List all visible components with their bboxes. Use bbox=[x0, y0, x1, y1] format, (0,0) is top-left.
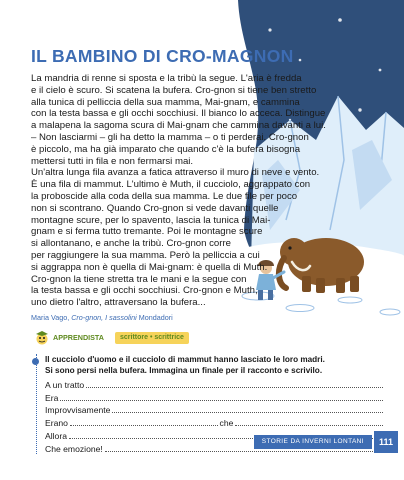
story-line: Cro-gnon la tiene stretta tra le mani e la segue con bbox=[31, 273, 247, 285]
prompt-label: Erano bbox=[45, 418, 68, 429]
bullet-icon bbox=[32, 358, 39, 365]
prompt-line[interactable] bbox=[45, 377, 383, 390]
apprendista-label: APPRENDISTA bbox=[53, 333, 104, 342]
story-line: e il cielo è scuro. Si scatena la bufera. Cro-gnon si tiene ben stretto bbox=[31, 84, 317, 96]
story-text bbox=[31, 73, 326, 309]
instruction-line: Il cucciolo d'uomo e il cucciolo di mammut hanno lasciato le loro madri. bbox=[45, 355, 325, 364]
writing-blank[interactable] bbox=[112, 404, 383, 413]
instruction-line: Si sono persi nella bufera. Immagina un finale per il racconto e scrivilo. bbox=[45, 366, 323, 375]
exercise-instruction bbox=[45, 354, 383, 376]
prompt-label: Allora bbox=[45, 430, 67, 441]
prompt-line[interactable] bbox=[45, 390, 383, 403]
story-line: si aggrappa non è quella di Mai-gnam: è quella di Muth. bbox=[31, 261, 268, 273]
story-line: La mandria di renne si sposta e la tribù la segue. L'aria è fredda bbox=[31, 73, 302, 84]
source-credit bbox=[31, 313, 173, 322]
story-line: la proboscide alla coda della sua mamma. Le due file per poco bbox=[31, 190, 298, 202]
prompt-label: Che emozione! bbox=[45, 443, 103, 454]
prompt-line[interactable] bbox=[45, 403, 383, 416]
story-line: uno dietro l'altro, attraversano la bufera... bbox=[31, 297, 206, 309]
writing-blank[interactable] bbox=[60, 392, 383, 401]
story-line: montagne scure, per lo spavento, lascia la tunica di Mai- bbox=[31, 214, 271, 226]
story-line: non si scontrano. Quando Cro-gnon si vede davanti quelle bbox=[31, 202, 279, 214]
prompt-label: Improvvisamente bbox=[45, 405, 111, 416]
story-line: È una fila di mammut. L'ultimo è Muth, il cucciolo, aggrappato con bbox=[31, 179, 311, 191]
writing-blank[interactable] bbox=[70, 417, 218, 426]
story-line: con la testa bassa e gli occhi socchiusi. Il bianco lo acceca. Distingue bbox=[31, 108, 326, 120]
mascot-icon bbox=[33, 331, 51, 345]
section-title: STORIE DA INVERNI LONTANI bbox=[254, 435, 372, 449]
prompt-label: Era bbox=[45, 392, 59, 403]
writer-badge: scrittore • scrittrice bbox=[115, 332, 189, 344]
prompt-label: A un tratto bbox=[45, 379, 85, 390]
page-number: 111 bbox=[374, 431, 398, 453]
story-line: mettersi tutti in fila e non fermarsi mai. bbox=[31, 155, 194, 167]
story-line: Un'altra lunga fila avanza a fatica attraverso il muro di neve e vento. bbox=[31, 167, 320, 179]
story-line: gnam e si ferma tutto tremante. Poi le montagne scure bbox=[31, 226, 263, 238]
story-line: a malapena la sagoma scura di Mai-gnam che cammina davanti a lui. bbox=[31, 120, 326, 132]
story-line: per raggiungere la sua mamma. Però la pelliccia a cui bbox=[31, 249, 260, 261]
page-footer bbox=[254, 431, 398, 453]
story-line: – Non lasciarmi – gli ha detto la mamma – o ti perderai. Cro-gnon bbox=[31, 131, 309, 143]
story-line: alla tunica di pelliccia della sua mamma, Mai-gnam, e cammina bbox=[31, 96, 300, 108]
credit-book: Cro-gnon, I sassolini bbox=[71, 313, 137, 322]
credit-publisher: Mondadori bbox=[136, 313, 173, 322]
prompt-connector: che bbox=[219, 418, 234, 429]
writing-blank[interactable] bbox=[235, 417, 383, 426]
story-line: si allontanano, e anche la tribù. Cro-gnon corre bbox=[31, 238, 231, 250]
credit-author: Maria Vago, bbox=[31, 313, 70, 322]
story-line: la testa bassa e gli occhi socchiusi. Cro-gnon e Muth, bbox=[31, 285, 258, 297]
writing-blank[interactable] bbox=[86, 379, 383, 388]
story-line: è piccolo, ma ha già imparato che quando c'è la bufera bisogna bbox=[31, 143, 301, 155]
prompt-line[interactable] bbox=[45, 415, 383, 428]
page-title: IL BAMBINO DI CRO-MAGNON bbox=[31, 46, 294, 66]
